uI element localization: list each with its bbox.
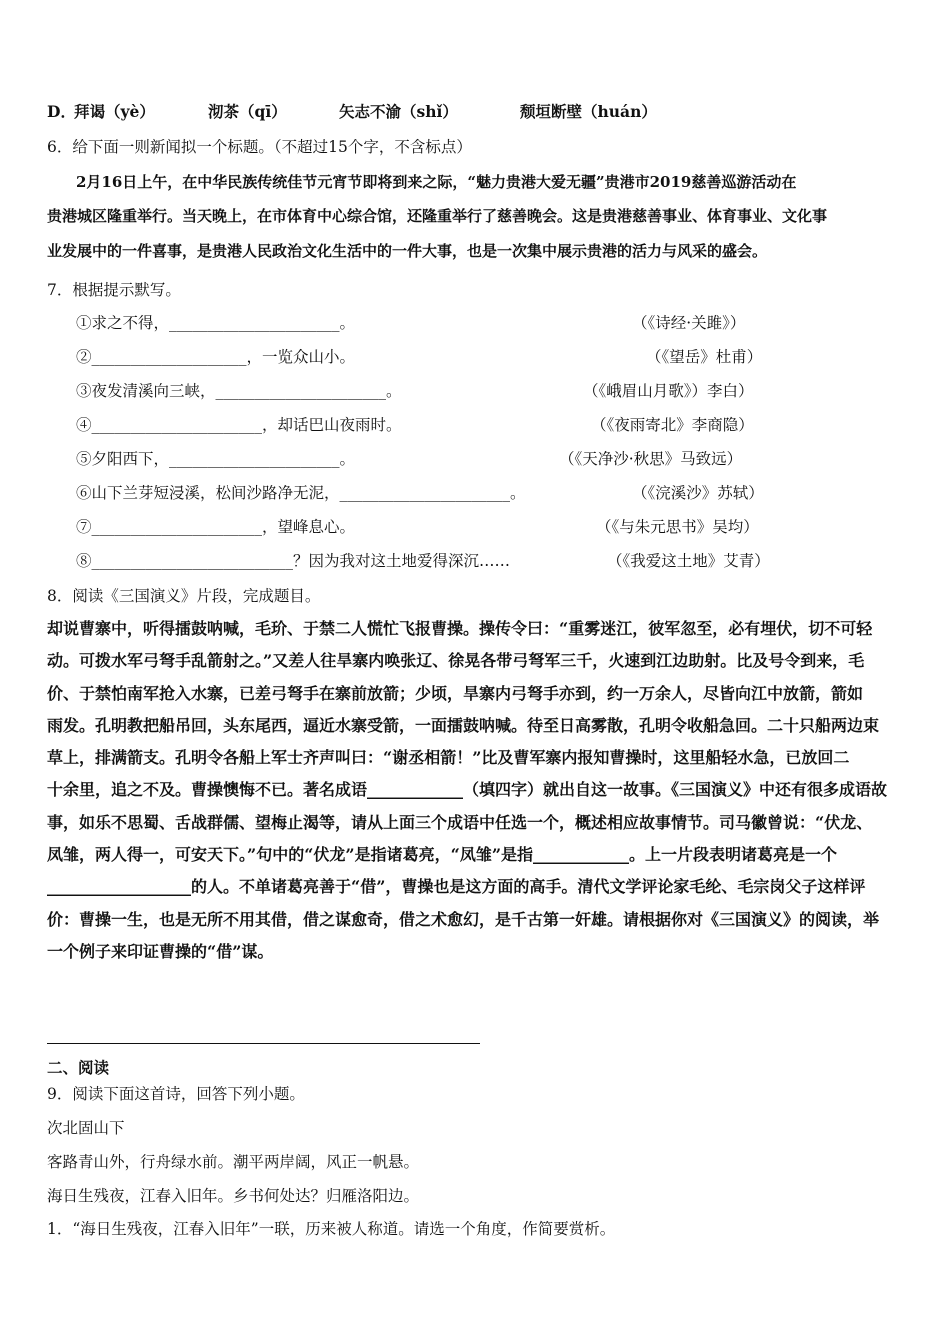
- q8-line-2: 动。可拨水军弓弩手乱箭射之。”又差人往旱寨内唤张辽、徐晃各带弓弩军三千，火速到江边助射。比及号令到来，毛: [47, 651, 865, 671]
- q9-prompt: 9．阅读下面这首诗，回答下列小题。: [47, 1085, 305, 1103]
- q8-line-5: 草上，排满箭支。孔明令各船上军士齐声叫曰：“谢丞相箭！”比及曹军寨内报知曹操时，这里船轻水急，已放回二: [47, 748, 850, 768]
- q5-d-item-4: 颓垣断壁（huán）: [520, 102, 657, 121]
- q9-sub-question-1: 1．“海日生残夜，江春入旧年”一联，历来被人称道。请选一个角度，作简要赏析。: [47, 1220, 616, 1238]
- q8-line-6: 十余里，追之不及。曹操懊悔不已。著名成语____________（填四字）就出自这一故事。《三国演义》中还有很多成语故: [47, 780, 888, 800]
- q7-item-7: ⑦______________________，望峰息心。: [76, 518, 356, 536]
- q7-item-2-source: （《望岳》杜甫）: [646, 348, 763, 366]
- q7-item-2: ②____________________，一览众山小。: [76, 348, 356, 366]
- q8-line-3: 价、于禁怕南军抢入水寨，已差弓弩手在寨前放箭；少顷，旱寨内弓弩手亦到，约一万余人，尽皆向江中放箭，箭如: [47, 683, 864, 703]
- q8-passage: [47, 613, 905, 968]
- q7-item-8-source: （《我爱这土地》艾青）: [607, 552, 770, 570]
- q8-line-9: __________________的人。不单诸葛亮善于“借”，曹操也是这方面的高手。清代文学评论家毛纶、毛宗岗父子这样评: [47, 877, 866, 897]
- q7-item-1-source: （《诗经·关雎》）: [632, 314, 746, 332]
- poem-line-2: 海日生残夜，江春入旧年。乡书何处达？归雁洛阳边。: [47, 1187, 420, 1205]
- q6-news-line-2: 贵港城区隆重举行。当天晚上，在市体育中心综合馆，还隆重举行了慈善晚会。这是贵港慈善事业、体育事业、文化事: [47, 207, 828, 225]
- q8-prompt: 8．阅读《三国演义》片段，完成题目。: [47, 587, 321, 605]
- q7-item-1: ①求之不得，______________________。: [76, 314, 356, 332]
- q5-d-item-3: 矢志不渝（shǐ）: [339, 102, 458, 121]
- q8-line-8: 凤雏，两人得一，可安天下。”句中的“伏龙”是指诸葛亮，“凤雏”是指____________。上一片段表明诸葛亮是一个: [47, 845, 838, 865]
- q8-line-1: 却说曹寨中，听得擂鼓呐喊，毛玠、于禁二人慌忙飞报曹操。操传令曰：“重雾迷江，彼军忽至，必有埋伏，切不可轻: [47, 619, 873, 638]
- q8-line-10: 价：曹操一生，也是无所不用其借，借之谋愈奇，借之术愈幻，是千古第一奸雄。请根据你对《三国演义》的阅读，举: [47, 909, 880, 929]
- q7-prompt: 7．根据提示默写。: [47, 281, 181, 299]
- q7-item-4: ④______________________，却话巴山夜雨时。: [76, 416, 402, 434]
- q7-item-8: ⑧__________________________？因为我对这土地爱得深沉……: [76, 552, 511, 570]
- q5-d-item-1: 拜谒（yè）: [74, 102, 155, 121]
- q7-item-6: ⑥山下兰芽短浸溪，松间沙路净无泥，______________________。: [76, 484, 526, 502]
- q5-option-d-label: D．: [47, 102, 76, 121]
- q7-item-3: ③夜发清溪向三峡，______________________。: [76, 382, 402, 400]
- q5-option-d: [47, 102, 76, 122]
- poem-title: 次北固山下: [47, 1119, 125, 1137]
- q8-line-4: 雨发。孔明教把船吊回，头东尾西，逼近水寨受箭，一面擂鼓呐喊。待至日高雾散，孔明令收船急回。二十只船两边束: [47, 715, 880, 735]
- q7-item-5: ⑤夕阳西下，______________________。: [76, 450, 356, 468]
- q7-item-5-source: （《天净沙·秋思》马致远）: [559, 450, 743, 468]
- q8-line-7: 事，如乐不思蜀、舌战群儒、望梅止渴等，请从上面三个成语中任选一个，概述相应故事情节。司马徽曾说：“伏龙、: [47, 812, 873, 832]
- q6-news-line-3: 业发展中的一件喜事，是贵港人民政治文化生活中的一件大事，也是一次集中展示贵港的活力与风采的盛会。: [47, 242, 768, 260]
- q6-news-line-1: 2月16日上午，在中华民族传统佳节元宵节即将到来之际，“魅力贵港大爱无疆”贵港市2019慈善巡游活动在: [76, 173, 797, 191]
- q7-item-3-source: （《峨眉山月歌》）李白）: [583, 382, 754, 400]
- q6-prompt: 6．给下面一则新闻拟一个标题。（不超过15个字，不含标点）: [47, 138, 472, 156]
- answer-line: [47, 1043, 480, 1044]
- q7-item-4-source: （《夜雨寄北》李商隐）: [591, 416, 754, 434]
- q5-d-item-2: 沏茶（qī）: [208, 102, 287, 121]
- poem-line-1: 客路青山外，行舟绿水前。潮平两岸阔，风正一帆悬。: [47, 1153, 420, 1171]
- q7-item-7-source: （《与朱元思书》吴均）: [596, 518, 759, 536]
- section-2-heading: 二、阅读: [47, 1058, 110, 1077]
- q7-item-6-source: （《浣溪沙》苏轼）: [632, 484, 764, 502]
- q8-line-11: 一个例子来印证曹操的“借”谋。: [47, 941, 274, 961]
